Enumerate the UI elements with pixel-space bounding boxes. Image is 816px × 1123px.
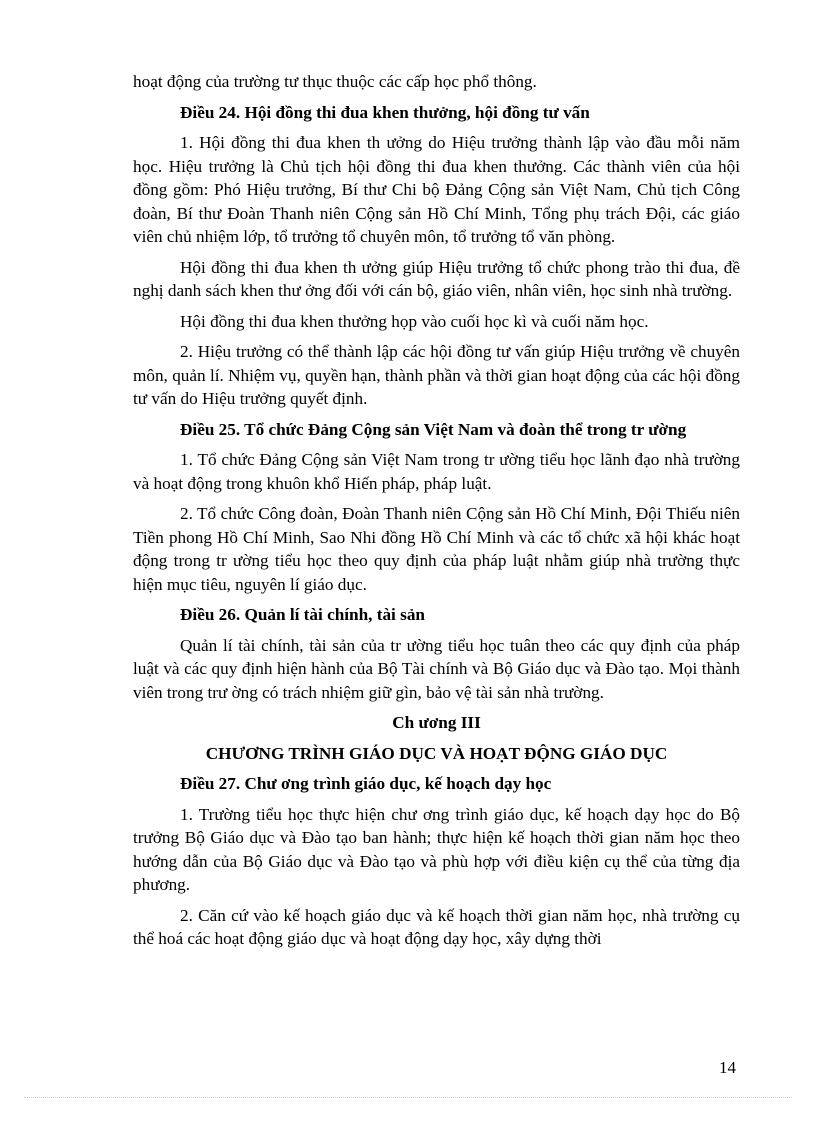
paragraph: Hội đồng thi đua khen th ưởng giúp Hiệu trưởng tổ chức phong trào thi đua, đề nghị danh sách khen thư ởng đối với cán bộ, giáo viên, nhân viên, học sinh nhà trường. xyxy=(133,257,740,300)
paragraph: 1. Trường tiểu học thực hiện chư ơng trình giáo dục, kế hoạch dạy học do Bộ trưởng Bộ Giáo dục và Đào tạo ban hành; thực hiện kế hoạch thời gian năm học theo hướng dẫn của Bộ Giáo dục và Đào tạo và phù hợp với điều kiện cụ thể của từng địa phương. xyxy=(133,804,740,894)
article-24-heading: Điều 24. Hội đồng thi đua khen thưởng, hội đồng tư vấn xyxy=(180,102,590,122)
article-25-heading: Điều 25. Tổ chức Đảng Cộng sản Việt Nam và đoàn thể trong tr ường xyxy=(180,419,687,439)
paragraph: Quản lí tài chính, tài sản của tr ường tiểu học tuân theo các quy định của pháp luật và các quy định hiện hành của Bộ Tài chính và Bộ Giáo dục và Đào tạo. Mọi thành viên trong trư ờng có trách nhiệm giữ gìn, bảo vệ tài sản nhà trường. xyxy=(133,635,740,702)
page-body xyxy=(133,70,740,958)
paragraph-continuation: hoạt động của trường tư thục thuộc các cấp học phổ thông. xyxy=(133,72,537,91)
paragraph: 2. Hiệu trưởng có thể thành lập các hội đồng tư vấn giúp Hiệu trưởng về chuyên môn, quản lí. Nhiệm vụ, quyền hạn, thành phần và thời gian hoạt động của các hội đồng tư vấn do Hiệu trưởng quyết định. xyxy=(133,342,740,408)
chapter-subtitle: CHƯƠNG TRÌNH GIÁO DỤC VÀ HOẠT ĐỘNG GIÁO DỤC xyxy=(205,743,668,763)
paragraph: Hội đồng thi đua khen thưởng họp vào cuối học kì và cuối năm học. xyxy=(180,311,649,331)
article-27-heading: Điều 27. Chư ơng trình giáo dục, kế hoạch dạy học xyxy=(180,774,552,793)
paragraph: 1. Hội đồng thi đua khen th ưởng do Hiệu trưởng thành lập vào đầu mỗi năm học. Hiệu trưởng là Chủ tịch hội đồng thi đua khen thưởng. Các thành viên của hội đồng gồm: Phó Hiệu trưởng, Bí thư Chi bộ Đảng Cộng sản Việt Nam, Chủ tịch Công đoàn, Bí thư Đoàn Thanh niên Cộng sản Hồ Chí Minh, Tổng phụ trách Đội, các giáo viên chủ nhiệm lớp, tổ trưởng tổ chuyên môn, tổ trưởng tổ văn phòng. xyxy=(133,133,740,246)
page-bottom-divider xyxy=(24,1097,792,1098)
page-number: 14 xyxy=(719,1058,736,1077)
paragraph: 2. Căn cứ vào kế hoạch giáo dục và kế hoạch thời gian năm học, nhà trường cụ thể hoá các hoạt động giáo dục và hoạt động dạy học, xây dựng thời xyxy=(133,905,740,948)
article-26-heading: Điều 26. Quản lí tài chính, tài sản xyxy=(180,605,425,624)
chapter-title: Ch ương III xyxy=(392,713,481,732)
paragraph: 1. Tổ chức Đảng Cộng sản Việt Nam trong tr ường tiểu học lãnh đạo nhà trường và hoạt động trong khuôn khổ Hiến pháp, pháp luật. xyxy=(133,450,740,493)
paragraph: 2. Tổ chức Công đoàn, Đoàn Thanh niên Cộng sản Hồ Chí Minh, Đội Thiếu niên Tiền phong Hồ Chí Minh, Sao Nhi đồng Hồ Chí Minh và các tổ chức xã hội khác hoạt động trong tr ường tiểu học theo quy định của pháp luật nhằm giúp nhà trường thực hiện mục tiêu, nguyên lí giáo dục. xyxy=(133,504,740,594)
